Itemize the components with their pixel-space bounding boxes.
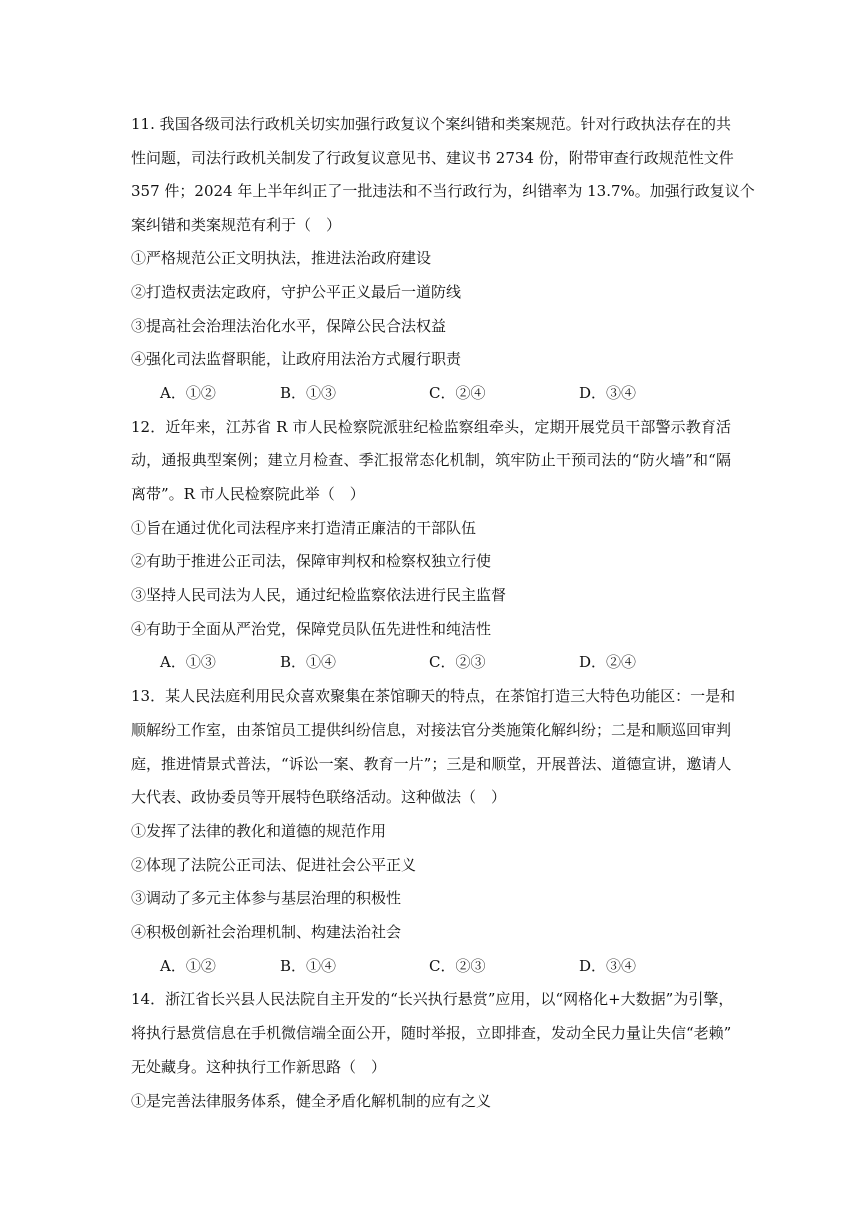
choice-b: B．①④ [280,957,337,975]
statement-item: ②打造权责法定政府，守护公平正义最后一道防线 [131,283,462,301]
statement-item: ④积极创新社会治理机制、构建法治社会 [131,923,402,941]
statement-item: ②体现了法院公正司法、促进社会公平正义 [131,856,417,874]
statement-item: ②有助于推进公正司法，保障审判权和检察权独立行使 [131,552,492,570]
question-stem-line: 案纠错和类案规范有利于（ ） [131,216,342,234]
statement-item: ③调动了多元主体参与基层治理的积极性 [131,889,402,907]
question-stem-line: 庭，推进情景式普法，“诉讼一案、教育一片”；三是和顺堂，开展普法、道德宣讲，邀请人 [131,755,732,773]
statement-item: ①旨在通过优化司法程序来打造清正廉洁的干部队伍 [131,519,477,537]
choice-c: C．②③ [429,957,486,975]
question-stem-line: 14．浙江省长兴县人民法院自主开发的“长兴执行悬赏”应用，以“网格化+大数据”为引擎， [131,990,734,1008]
choice-b: B．①④ [280,653,337,671]
question-stem-line: 357 件；2024 年上半年纠正了一批违法和不当行政行为，纠错率为 13.7%。加强行政复议个 [131,182,755,200]
statement-item: ③提高社会治理法治化水平，保障公民合法权益 [131,317,447,335]
question-stem-line: 顺解纷工作室，由茶馆员工提供纠纷信息，对接法官分类施策化解纠纷；二是和顺巡回审判 [131,721,732,739]
choice-d: D．③④ [579,957,637,975]
choice-a: A．①③ [160,653,216,671]
statement-item: ①发挥了法律的教化和道德的规范作用 [131,822,387,840]
choice-c: C．②③ [429,653,486,671]
statement-item: ①严格规范公正文明执法，推进法治政府建设 [131,249,432,267]
answer-choices [160,956,720,976]
choice-b: B．①③ [280,384,337,402]
question-stem-line: 性问题，司法行政机关制发了行政复议意见书、建议书 2734 份，附带审查行政规范性文件 [131,149,734,167]
question-stem-line: 12．近年来，江苏省 R 市人民检察院派驻纪检监察组牵头，定期开展党员干部警示教育活 [131,418,731,436]
question-stem-line: 大代表、政协委员等开展特色联络活动。这种做法（ ） [131,788,507,806]
choice-c: C．②④ [429,384,486,402]
statement-item: ①是完善法律服务体系，健全矛盾化解机制的应有之义 [131,1092,492,1110]
statement-item: ④强化司法监督职能，让政府用法治方式履行职责 [131,350,462,368]
answer-choices [160,383,720,403]
question-stem-line: 11. 我国各级司法行政机关切实加强行政复议个案纠错和类案规范。针对行政执法存在的共 [131,115,731,133]
choice-d: D．③④ [579,384,637,402]
question-stem-line: 将执行悬赏信息在手机微信端全面公开，随时举报，立即排查，发动全民力量让失信“老赖” [131,1024,732,1042]
question-stem-line: 离带”。R 市人民检察院此举（ ） [131,485,365,503]
question-stem-line: 13．某人民法庭利用民众喜欢聚集在茶馆聊天的特点，在茶馆打造三大特色功能区：一是和 [131,687,736,705]
statement-item: ④有助于全面从严治党，保障党员队伍先进性和纯洁性 [131,620,492,638]
choice-a: A．①② [160,957,216,975]
statement-item: ③坚持人民司法为人民，通过纪检监察依法进行民主监督 [131,586,507,604]
question-stem-line: 无处藏身。这种执行工作新思路（ ） [131,1058,387,1076]
question-stem-line: 动，通报典型案例；建立月检查、季汇报常态化机制，筑牢防止干预司法的“防火墙”和“隔 [131,451,731,469]
choice-a: A．①② [160,384,216,402]
answer-choices [160,652,720,672]
choice-d: D．②④ [579,653,637,671]
